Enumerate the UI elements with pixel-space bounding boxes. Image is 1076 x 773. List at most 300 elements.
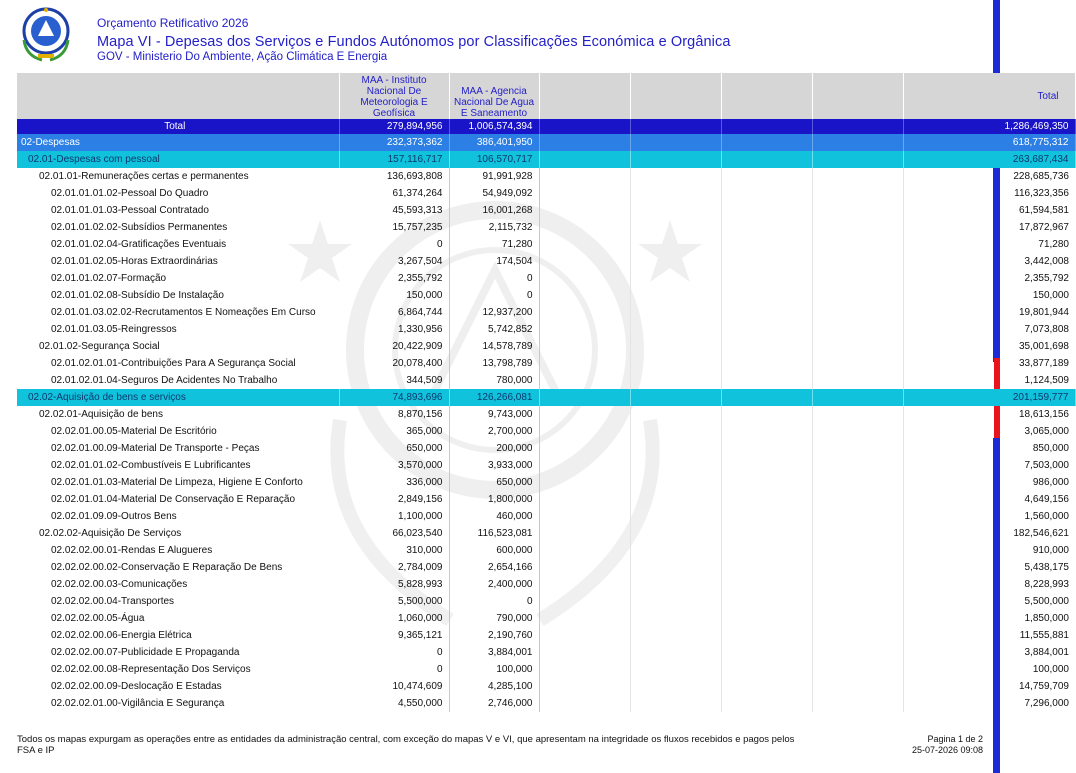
table-row-l4 xyxy=(17,559,1075,576)
row-empty-cell xyxy=(721,389,812,406)
row-empty-cell xyxy=(721,474,812,491)
row-value-total: 1,560,000 xyxy=(1024,511,1069,522)
row-empty-cell xyxy=(812,355,903,372)
table-row-l4 xyxy=(17,695,1075,712)
table-row-l4 xyxy=(17,185,1075,202)
row-empty-cell xyxy=(812,559,903,576)
row-value-meteorologia: 365,000 xyxy=(339,423,449,440)
row-empty-cell xyxy=(812,185,903,202)
row-empty-cell xyxy=(721,525,812,542)
table-row-l4 xyxy=(17,355,1075,372)
row-empty-cell xyxy=(630,695,721,712)
row-empty-cell xyxy=(721,559,812,576)
row-empty-cell xyxy=(539,270,630,287)
row-empty-cell xyxy=(539,168,630,185)
row-value-meteorologia: 1,330,956 xyxy=(339,321,449,338)
row-description: 02.02.01.01.04-Material De Conservação E Reparação xyxy=(51,494,296,505)
row-empty-cell xyxy=(721,219,812,236)
row-empty-cell xyxy=(539,185,630,202)
row-value-meteorologia: 15,757,235 xyxy=(339,219,449,236)
row-description: 02.02.01.01.02-Combustíveis E Lubrificantes xyxy=(51,460,251,471)
row-description: 02.01.01.01.03-Pessoal Contratado xyxy=(51,205,209,216)
row-empty-cell xyxy=(630,610,721,627)
row-value-total: 3,442,008 xyxy=(1024,256,1069,267)
document-type: Orçamento Retificativo 2026 xyxy=(97,16,249,30)
row-description: 02.01.01.03.02.02-Recrutamentos E Nomeações Em Curso xyxy=(51,307,316,318)
row-empty-cell xyxy=(630,678,721,695)
row-empty-cell xyxy=(812,202,903,219)
row-value-agua-saneamento: 13,798,789 xyxy=(449,355,539,372)
row-empty-cell xyxy=(539,644,630,661)
row-empty-cell xyxy=(630,253,721,270)
row-value-agua-saneamento: 200,000 xyxy=(449,440,539,457)
row-value-total: 8,228,993 xyxy=(1024,579,1069,590)
table-row-l4 xyxy=(17,219,1075,236)
row-empty-cell xyxy=(812,321,903,338)
row-empty-cell xyxy=(721,304,812,321)
row-value-agua-saneamento: 3,884,001 xyxy=(449,644,539,661)
row-empty-cell xyxy=(630,287,721,304)
row-value-total: 618,775,312 xyxy=(903,134,1075,151)
row-description: 02.02.02.01.00-Vigilância E Segurança xyxy=(51,698,225,709)
row-empty-cell xyxy=(812,678,903,695)
expenses-table-container xyxy=(17,73,1069,712)
table-row-l3 xyxy=(17,168,1075,185)
row-value-meteorologia: 279,894,956 xyxy=(339,119,449,134)
row-empty-cell xyxy=(721,236,812,253)
row-description: 02-Despesas xyxy=(17,134,339,151)
row-empty-cell xyxy=(812,406,903,423)
row-description: 02.02.02.00.07-Publicidade E Propaganda xyxy=(51,647,240,658)
row-description: 02.02.01.09.09-Outros Bens xyxy=(51,511,177,522)
row-empty-cell xyxy=(539,678,630,695)
row-empty-cell xyxy=(539,559,630,576)
row-value-meteorologia: 2,355,792 xyxy=(339,270,449,287)
row-value-agua-saneamento: 4,285,100 xyxy=(449,678,539,695)
row-empty-cell xyxy=(539,474,630,491)
row-empty-cell xyxy=(721,627,812,644)
cabo-verde-coat-of-arms-icon xyxy=(16,4,76,64)
row-value-total: 5,500,000 xyxy=(1024,596,1069,607)
expenses-table xyxy=(17,73,1076,712)
row-value-meteorologia: 344,509 xyxy=(339,372,449,389)
row-value-meteorologia: 74,893,696 xyxy=(339,389,449,406)
row-empty-cell xyxy=(539,423,630,440)
row-value-total: 150,000 xyxy=(1032,290,1069,301)
table-row-l4 xyxy=(17,304,1075,321)
row-empty-cell xyxy=(630,661,721,678)
table-row-l4 xyxy=(17,474,1075,491)
row-value-agua-saneamento: 3,933,000 xyxy=(449,457,539,474)
row-empty-cell xyxy=(812,576,903,593)
row-empty-cell xyxy=(721,491,812,508)
row-description: 02.02.02.00.01-Rendas E Alugueres xyxy=(51,545,213,556)
row-empty-cell xyxy=(721,338,812,355)
row-empty-cell xyxy=(630,338,721,355)
row-empty-cell xyxy=(630,321,721,338)
row-value-total: 14,759,709 xyxy=(1018,681,1069,692)
row-empty-cell xyxy=(721,185,812,202)
row-value-total: 1,286,469,350 xyxy=(903,119,1075,134)
row-value-meteorologia: 650,000 xyxy=(339,440,449,457)
row-empty-cell xyxy=(539,610,630,627)
row-empty-cell xyxy=(539,321,630,338)
row-value-meteorologia: 3,570,000 xyxy=(339,457,449,474)
row-empty-cell xyxy=(630,389,721,406)
row-value-agua-saneamento: 1,800,000 xyxy=(449,491,539,508)
header-cell-empty xyxy=(812,73,903,119)
row-value-total: 4,649,156 xyxy=(1024,494,1069,505)
row-empty-cell xyxy=(539,355,630,372)
row-empty-cell xyxy=(630,151,721,168)
row-value-agua-saneamento: 71,280 xyxy=(449,236,539,253)
row-description: 02.01.02-Segurança Social xyxy=(39,341,160,352)
row-description: 02.02.01.00.09-Material De Transporte - Peças xyxy=(51,443,260,454)
header-cell-agua-saneamento: MAA - Agencia Nacional De Agua E Saneamento xyxy=(449,73,539,119)
row-empty-cell xyxy=(630,525,721,542)
header-cell-empty xyxy=(539,73,630,119)
table-row-l3 xyxy=(17,525,1075,542)
row-empty-cell xyxy=(539,525,630,542)
table-body xyxy=(17,119,1075,712)
row-empty-cell xyxy=(539,627,630,644)
row-value-agua-saneamento: 2,654,166 xyxy=(449,559,539,576)
row-empty-cell xyxy=(630,423,721,440)
table-row-l4 xyxy=(17,321,1075,338)
row-value-total: 2,355,792 xyxy=(1024,273,1069,284)
row-value-total: 100,000 xyxy=(1032,664,1069,675)
table-row-l3 xyxy=(17,406,1075,423)
row-value-agua-saneamento: 790,000 xyxy=(449,610,539,627)
row-description: 02.02.01-Aquisição de bens xyxy=(39,409,163,420)
row-empty-cell xyxy=(812,168,903,185)
row-empty-cell xyxy=(721,321,812,338)
table-row-l4 xyxy=(17,457,1075,474)
row-value-meteorologia: 20,422,909 xyxy=(339,338,449,355)
row-empty-cell xyxy=(630,185,721,202)
table-row-l4 xyxy=(17,576,1075,593)
row-value-meteorologia: 136,693,808 xyxy=(339,168,449,185)
row-empty-cell xyxy=(812,253,903,270)
row-value-agua-saneamento: 100,000 xyxy=(449,661,539,678)
row-value-total: 3,884,001 xyxy=(1024,647,1069,658)
header-cell-empty xyxy=(721,73,812,119)
row-empty-cell xyxy=(812,593,903,610)
row-empty-cell xyxy=(630,406,721,423)
header-cell-empty xyxy=(630,73,721,119)
row-empty-cell xyxy=(812,287,903,304)
row-empty-cell xyxy=(630,491,721,508)
row-empty-cell xyxy=(812,644,903,661)
row-empty-cell xyxy=(630,202,721,219)
row-empty-cell xyxy=(721,576,812,593)
row-empty-cell xyxy=(812,440,903,457)
row-empty-cell xyxy=(539,593,630,610)
row-value-total: 7,296,000 xyxy=(1024,698,1069,709)
table-row-l4 xyxy=(17,644,1075,661)
row-empty-cell xyxy=(539,304,630,321)
row-empty-cell xyxy=(539,134,630,151)
row-value-meteorologia: 0 xyxy=(339,661,449,678)
row-value-total: 986,000 xyxy=(1032,477,1069,488)
row-value-total: 35,001,698 xyxy=(1018,341,1069,352)
row-empty-cell xyxy=(630,134,721,151)
row-description: 02.02.02.00.08-Representação Dos Serviços xyxy=(51,664,251,675)
table-row-l2 xyxy=(17,389,1075,406)
row-value-total: 19,801,944 xyxy=(1018,307,1069,318)
row-empty-cell xyxy=(812,236,903,253)
row-description: 02.02.02.00.05-Água xyxy=(51,613,145,624)
row-empty-cell xyxy=(721,695,812,712)
row-value-meteorologia: 10,474,609 xyxy=(339,678,449,695)
header-cell-description xyxy=(17,73,339,119)
row-description: 02.01.01.03.05-Reingressos xyxy=(51,324,177,335)
header-cell-total: Total xyxy=(903,73,1075,119)
row-empty-cell xyxy=(539,202,630,219)
row-empty-cell xyxy=(539,542,630,559)
row-empty-cell xyxy=(721,661,812,678)
row-value-meteorologia: 310,000 xyxy=(339,542,449,559)
row-description: 02.02.01.00.05-Material De Escritório xyxy=(51,426,217,437)
row-empty-cell xyxy=(812,372,903,389)
row-empty-cell xyxy=(812,525,903,542)
row-empty-cell xyxy=(812,627,903,644)
row-value-meteorologia: 9,365,121 xyxy=(339,627,449,644)
table-row-l4 xyxy=(17,423,1075,440)
row-empty-cell xyxy=(539,372,630,389)
table-row-total xyxy=(17,119,1075,134)
row-empty-cell xyxy=(812,219,903,236)
row-value-meteorologia: 2,784,009 xyxy=(339,559,449,576)
row-value-agua-saneamento: 54,949,092 xyxy=(449,185,539,202)
row-description: 02.02.02.00.04-Transportes xyxy=(51,596,175,607)
row-empty-cell xyxy=(630,593,721,610)
row-value-agua-saneamento: 2,400,000 xyxy=(449,576,539,593)
row-empty-cell xyxy=(630,457,721,474)
table-row-l4 xyxy=(17,593,1075,610)
row-value-total: 3,065,000 xyxy=(1024,426,1069,437)
row-value-agua-saneamento: 650,000 xyxy=(449,474,539,491)
row-empty-cell xyxy=(630,304,721,321)
row-empty-cell xyxy=(812,542,903,559)
row-description: 02.01.02.01.01-Contribuições Para A Segurança Social xyxy=(51,358,296,369)
row-empty-cell xyxy=(721,423,812,440)
row-value-meteorologia: 5,500,000 xyxy=(339,593,449,610)
row-empty-cell xyxy=(721,202,812,219)
row-empty-cell xyxy=(812,695,903,712)
row-value-agua-saneamento: 5,742,852 xyxy=(449,321,539,338)
row-empty-cell xyxy=(812,389,903,406)
table-header-row xyxy=(17,73,1075,119)
row-value-total: 33,877,189 xyxy=(1018,358,1069,369)
row-empty-cell xyxy=(630,576,721,593)
row-empty-cell xyxy=(630,644,721,661)
row-value-total: 263,687,434 xyxy=(903,151,1075,168)
row-empty-cell xyxy=(721,372,812,389)
row-empty-cell xyxy=(812,134,903,151)
page-title: Mapa VI - Depesas dos Serviços e Fundos Autónomos por Classificações Económica e Orgânica xyxy=(97,34,731,50)
row-value-meteorologia: 8,870,156 xyxy=(339,406,449,423)
row-empty-cell xyxy=(630,542,721,559)
table-row-l4 xyxy=(17,508,1075,525)
row-value-meteorologia: 157,116,717 xyxy=(339,151,449,168)
row-value-agua-saneamento: 2,700,000 xyxy=(449,423,539,440)
row-empty-cell xyxy=(630,355,721,372)
row-value-total: 18,613,156 xyxy=(1018,409,1069,420)
row-value-total: 1,850,000 xyxy=(1024,613,1069,624)
table-row-l4 xyxy=(17,542,1075,559)
row-value-agua-saneamento: 116,523,081 xyxy=(449,525,539,542)
row-empty-cell xyxy=(721,542,812,559)
row-description: 02.02-Aquisição de bens e serviços xyxy=(17,389,339,406)
table-row-l4 xyxy=(17,491,1075,508)
row-empty-cell xyxy=(630,236,721,253)
row-empty-cell xyxy=(539,576,630,593)
row-value-agua-saneamento: 460,000 xyxy=(449,508,539,525)
row-value-meteorologia: 3,267,504 xyxy=(339,253,449,270)
row-value-total: 5,438,175 xyxy=(1024,562,1069,573)
row-empty-cell xyxy=(539,457,630,474)
row-empty-cell xyxy=(812,270,903,287)
table-row-l4 xyxy=(17,678,1075,695)
row-empty-cell xyxy=(812,338,903,355)
row-value-meteorologia: 20,078,400 xyxy=(339,355,449,372)
row-value-meteorologia: 2,849,156 xyxy=(339,491,449,508)
row-value-agua-saneamento: 0 xyxy=(449,287,539,304)
row-value-agua-saneamento: 2,115,732 xyxy=(449,219,539,236)
row-value-agua-saneamento: 126,266,081 xyxy=(449,389,539,406)
row-description: 02.01.01.02.07-Formação xyxy=(51,273,167,284)
row-description: 02.02.02.00.03-Comunicações xyxy=(51,579,188,590)
row-empty-cell xyxy=(539,219,630,236)
table-row-l4 xyxy=(17,627,1075,644)
row-empty-cell xyxy=(721,644,812,661)
row-description: 02.02.02.00.09-Deslocação E Estadas xyxy=(51,681,222,692)
row-value-meteorologia: 61,374,264 xyxy=(339,185,449,202)
row-description: 02.02.02.00.02-Conservação E Reparação De Bens xyxy=(51,562,283,573)
row-empty-cell xyxy=(539,491,630,508)
report-header xyxy=(0,0,990,72)
ministry-subtitle: GOV - Ministerio Do Ambiente, Ação Climática E Energia xyxy=(97,51,388,63)
row-empty-cell xyxy=(721,678,812,695)
row-empty-cell xyxy=(721,406,812,423)
row-value-agua-saneamento: 14,578,789 xyxy=(449,338,539,355)
row-description: 02.02.02-Aquisição De Serviços xyxy=(39,528,182,539)
row-description: 02.01.02.01.04-Seguros De Acidentes No Trabalho xyxy=(51,375,278,386)
row-value-agua-saneamento: 174,504 xyxy=(449,253,539,270)
row-value-meteorologia: 336,000 xyxy=(339,474,449,491)
row-value-total: 61,594,581 xyxy=(1018,205,1069,216)
row-empty-cell xyxy=(812,508,903,525)
row-empty-cell xyxy=(721,134,812,151)
row-value-meteorologia: 0 xyxy=(339,644,449,661)
row-value-meteorologia: 232,373,362 xyxy=(339,134,449,151)
row-value-meteorologia: 0 xyxy=(339,236,449,253)
row-empty-cell xyxy=(812,610,903,627)
row-empty-cell xyxy=(539,119,630,134)
row-value-meteorologia: 45,593,313 xyxy=(339,202,449,219)
row-value-agua-saneamento: 9,743,000 xyxy=(449,406,539,423)
row-description: 02.01.01.02.02-Subsídios Permanentes xyxy=(51,222,228,233)
row-value-total: 71,280 xyxy=(1038,239,1069,250)
row-value-meteorologia: 150,000 xyxy=(339,287,449,304)
row-value-total: 182,546,621 xyxy=(1013,528,1069,539)
row-value-meteorologia: 66,023,540 xyxy=(339,525,449,542)
row-empty-cell xyxy=(721,151,812,168)
row-empty-cell xyxy=(721,610,812,627)
row-empty-cell xyxy=(630,168,721,185)
table-row-l4 xyxy=(17,236,1075,253)
row-empty-cell xyxy=(721,355,812,372)
row-description: 02.01-Despesas com pessoal xyxy=(17,151,339,168)
row-value-meteorologia: 4,550,000 xyxy=(339,695,449,712)
row-empty-cell xyxy=(539,695,630,712)
row-empty-cell xyxy=(539,338,630,355)
row-description: 02.02.01.01.03-Material De Limpeza, Higiene E Conforto xyxy=(51,477,303,488)
table-row-l2 xyxy=(17,151,1075,168)
row-description: 02.01.01.01.02-Pessoal Do Quadro xyxy=(51,188,209,199)
row-empty-cell xyxy=(539,287,630,304)
row-description: 02.02.02.00.06-Energia Elétrica xyxy=(51,630,192,641)
row-value-total: 7,073,808 xyxy=(1024,324,1069,335)
table-row-l3 xyxy=(17,338,1075,355)
table-row-l4 xyxy=(17,253,1075,270)
table-row-l4 xyxy=(17,372,1075,389)
row-empty-cell xyxy=(812,304,903,321)
row-empty-cell xyxy=(812,474,903,491)
row-value-agua-saneamento: 2,746,000 xyxy=(449,695,539,712)
row-description: 02.01.01.02.05-Horas Extraordinárias xyxy=(51,256,218,267)
table-row-l4 xyxy=(17,610,1075,627)
row-empty-cell xyxy=(539,389,630,406)
row-value-total: 11,555,881 xyxy=(1019,630,1069,641)
row-value-meteorologia: 6,864,744 xyxy=(339,304,449,321)
row-empty-cell xyxy=(721,593,812,610)
row-value-agua-saneamento: 16,001,268 xyxy=(449,202,539,219)
row-empty-cell xyxy=(630,559,721,576)
row-value-total: 850,000 xyxy=(1032,443,1069,454)
row-empty-cell xyxy=(630,627,721,644)
row-empty-cell xyxy=(812,119,903,134)
row-empty-cell xyxy=(630,119,721,134)
row-value-meteorologia: 1,100,000 xyxy=(339,508,449,525)
row-empty-cell xyxy=(721,168,812,185)
row-empty-cell xyxy=(721,508,812,525)
row-value-total: 7,503,000 xyxy=(1024,460,1069,471)
row-empty-cell xyxy=(721,119,812,134)
table-row-l1 xyxy=(17,134,1075,151)
row-value-agua-saneamento: 600,000 xyxy=(449,542,539,559)
row-empty-cell xyxy=(721,440,812,457)
row-value-total: 910,000 xyxy=(1032,545,1069,556)
row-value-agua-saneamento: 1,006,574,394 xyxy=(449,119,539,134)
row-value-total: 116,323,356 xyxy=(1014,188,1069,199)
row-empty-cell xyxy=(630,270,721,287)
table-row-l4 xyxy=(17,287,1075,304)
row-value-agua-saneamento: 2,190,760 xyxy=(449,627,539,644)
row-empty-cell xyxy=(721,287,812,304)
row-value-agua-saneamento: 0 xyxy=(449,593,539,610)
row-value-meteorologia: 1,060,000 xyxy=(339,610,449,627)
row-description: 02.01.01.02.04-Gratificações Eventuais xyxy=(51,239,227,250)
row-empty-cell xyxy=(539,151,630,168)
row-value-meteorologia: 5,828,993 xyxy=(339,576,449,593)
row-empty-cell xyxy=(630,474,721,491)
footer-note: Todos os mapas expurgam as operações entre as entidades da administração central, com exceção do mapas V e VI, que apresentam na integridade os fluxos recebidos e pagos pelos FSA e IP xyxy=(17,734,795,756)
row-empty-cell xyxy=(812,151,903,168)
row-empty-cell xyxy=(721,270,812,287)
row-value-total: 17,872,967 xyxy=(1018,222,1069,233)
